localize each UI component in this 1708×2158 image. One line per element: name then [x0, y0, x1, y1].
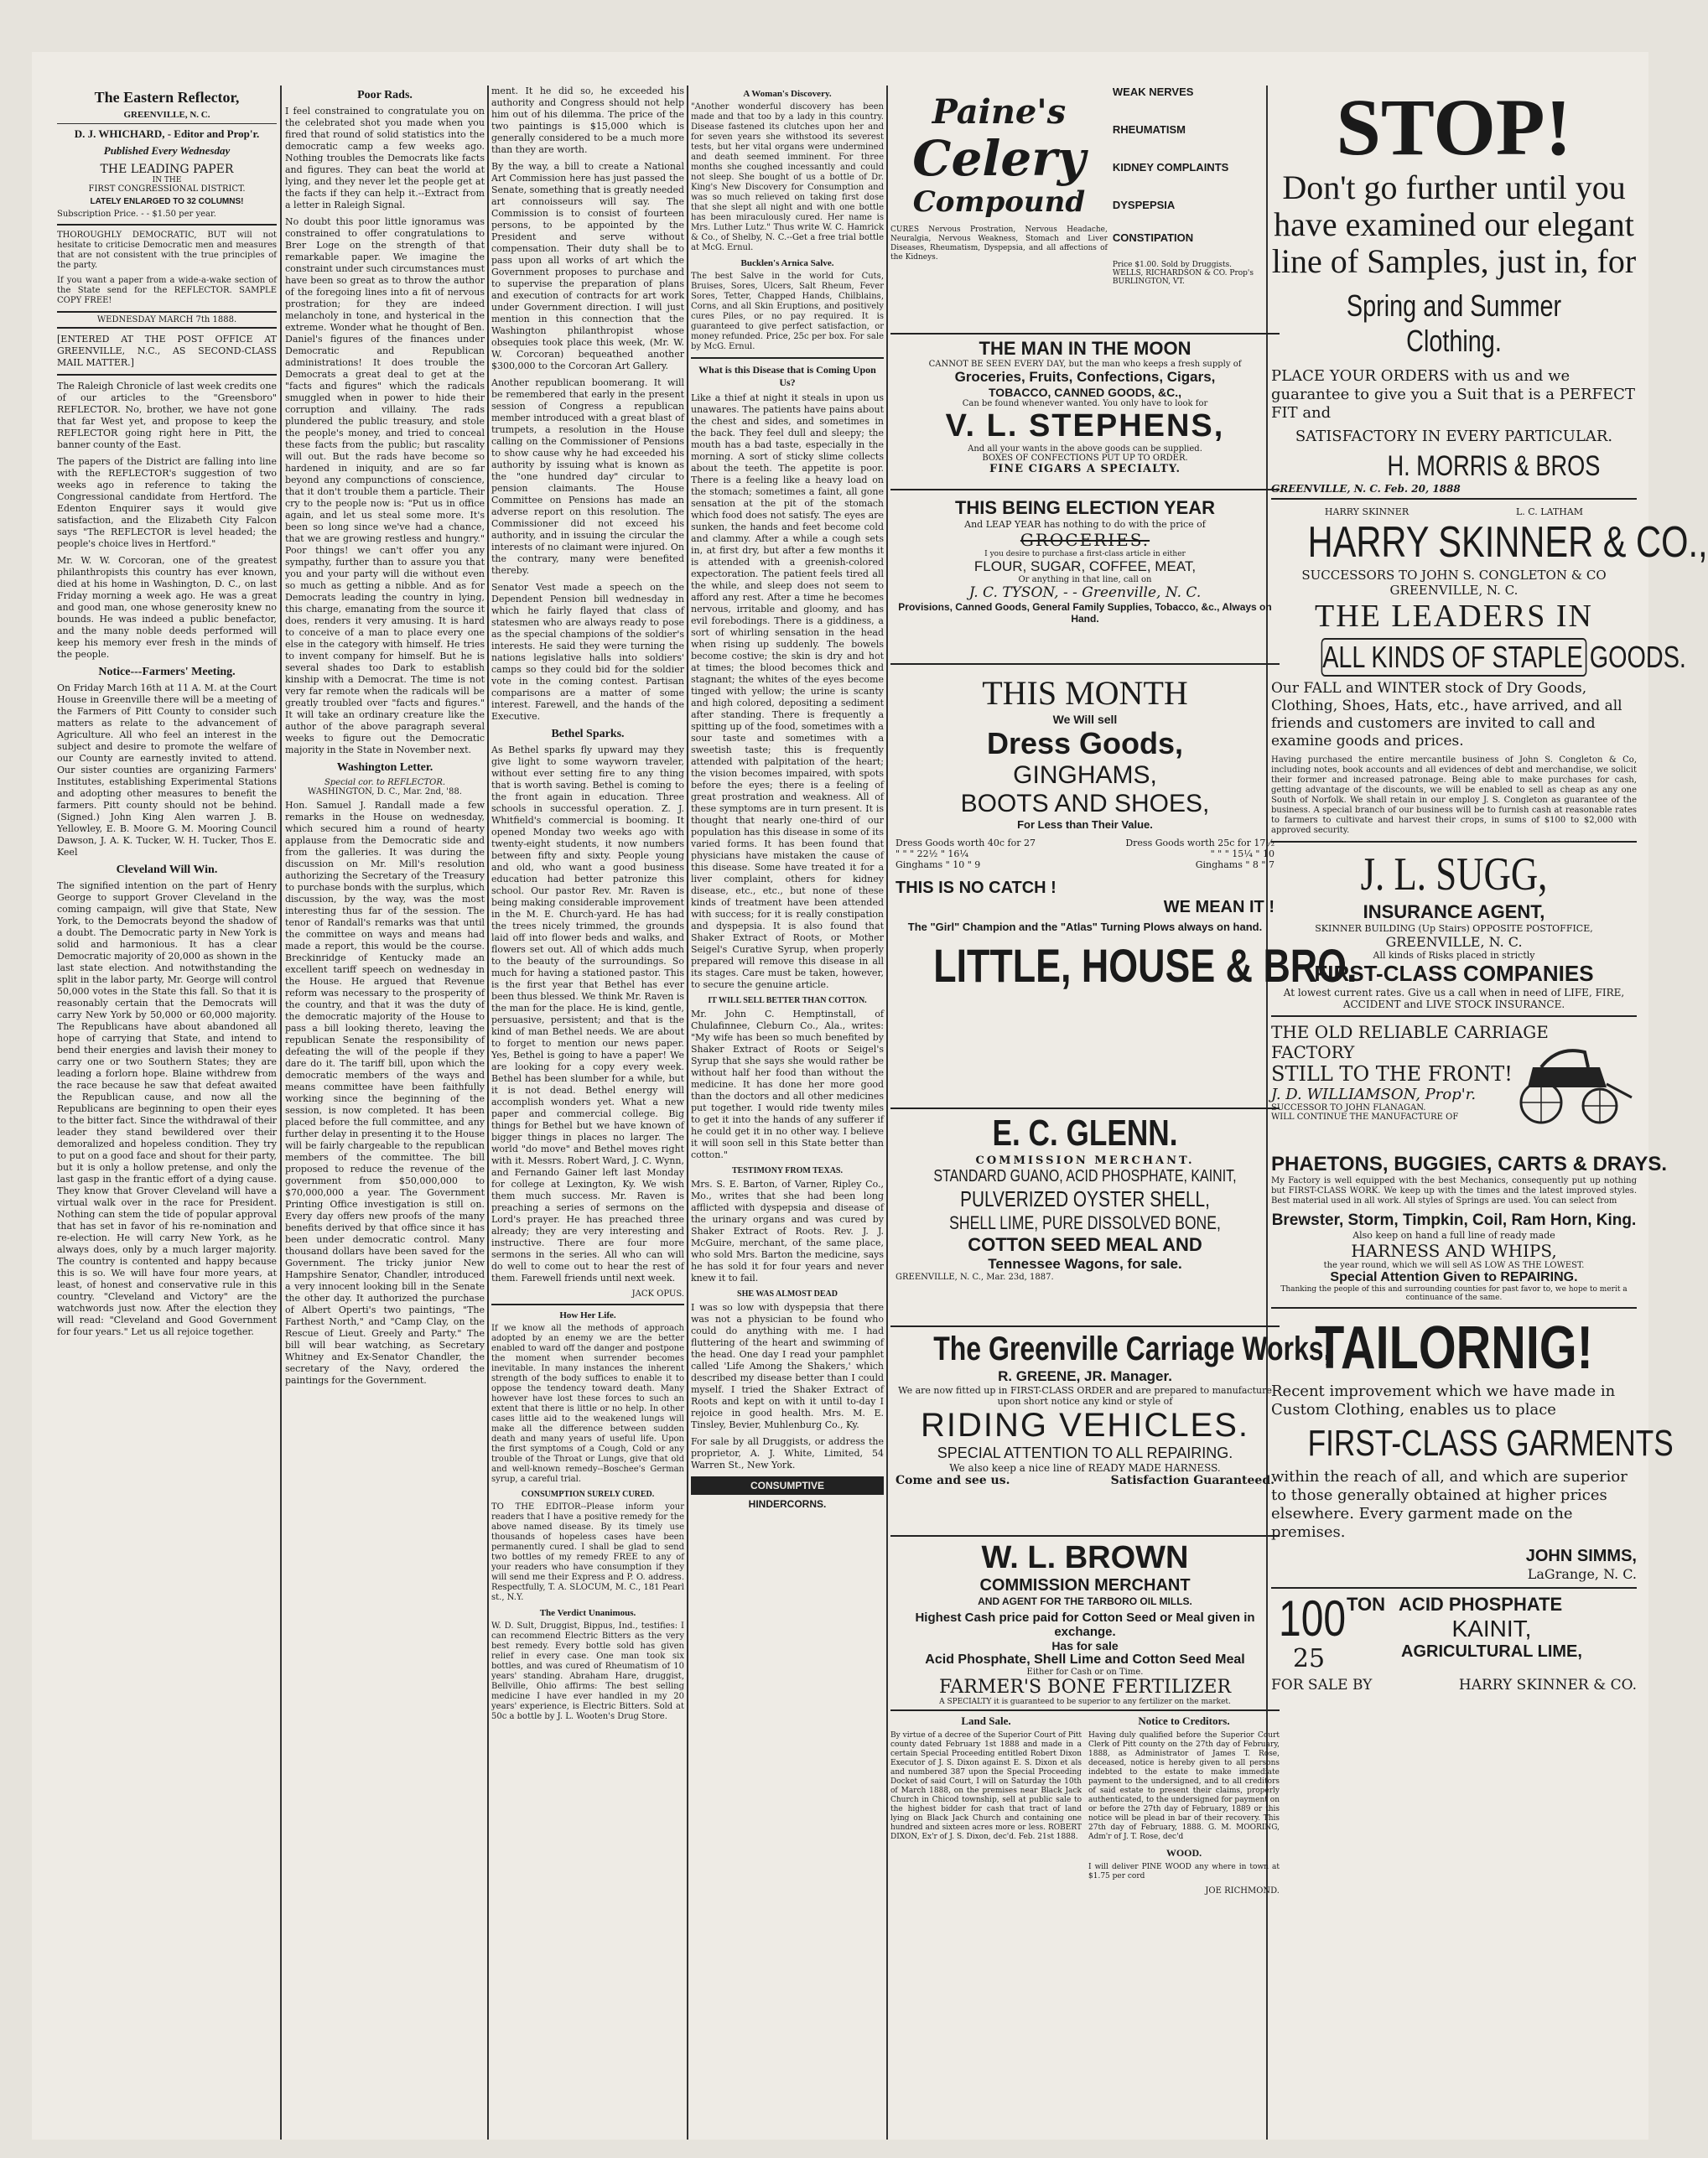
headline: Bucklen's Arnica Salve. — [740, 258, 834, 268]
newspaper-page — [32, 52, 1708, 2140]
ad-text: Or anything in that line, call on — [1018, 575, 1152, 584]
ad-text: KAINIT, — [1451, 1616, 1532, 1642]
headline: Poor Rads. — [357, 89, 413, 101]
ad-paines-celery — [890, 86, 1280, 335]
article-text: I will deliver PINE WOOD any where in town at $1.75 per cord — [1088, 1863, 1280, 1880]
article-text: Hon. Samuel J. Randall made a few remarks in the House on wednesday, which secured him a round of hearty applause from the Democratic side and from the galleries. It was during the discussion on Mr. Mill's resolution authorizing the Secretary of the Treasury to purchase bonds with the surplus, which discussion, by the way, was the most interesting thus far of the session. The tenor of Randall's remarks was that until the committee on ways and means had made a report, this would be the course. Breckinridge of Kentucky made an excellent tariff speech on wednesday in the House. He argued that Revenue reform was necessary to the prosperity of the country, and that it was the duty of the democratic majority of the House to pass a bill looking thereto, leaving the republican Senate the responsibility of defeating the will of the people if they dare do it. The tariff bill, upon which the democratic members of the ways and means committee have been faithfully working since the beginning of the session, is now completed. It has been placed before the full committee, and any further delay in presenting it to the House will be fairly chargeable to the republican members of the committee. The bill proposed to reduce the revenue of the government from $50,000,000 to $70,000,000 a year. The Government Printing Office investigation is still on. Every day offers new proofs of the many benefits derived by that office since it has been under democratic control. Many thousand dollars have been saved for the Government. The tricky junior New Hampshire Senator, Chandler, introduced a very innocent looking bill in the Senate the other day. It authorized the purchase of Albert Operti's two paintings, "The Farthest North," and "Camp Clay, on the Rescue of Lieut. Greely and Party." The bill will bear watching, as Secretary Whitney and Ex-Senator Chandler, the secretary of the Navy, ordered the paintings for the Government. — [285, 800, 485, 1386]
ad-heading: THE MAN IN THE MOON — [979, 338, 1191, 359]
ad-text: ACID PHOSPHATE — [1399, 1594, 1563, 1615]
article-text: TO THE EDITOR--Please inform your readers that I have a positive remedy for the above named disease. By its timely use thousands of hopeless cases have been permanently cured. I shall be glad to send two bottles of my remedy FREE to any of your readers who have consumption if they will send me their Express and P. O. address. Respectfully, T. A. SLOCUM, M. C., 181 Pearl st., N.Y. — [491, 1502, 684, 1602]
article-text: The signified intention on the part of Henry George to support Grover Cleveland in the coming campaign, will give that State, New York, to the Democrats beyond the shadow of a doubt. The Democratic party in New York is solid and harmonious. It has a clear Democratic majority of 20,000 as shown in the last state election. And notwithstanding the split in the labor party, Mr. George will control 50,000 votes in the State this fall. So that it is reasonably certain that the Democrats will carry New York by 50,000 or 60,000 majority. The Republicans have about abandoned all hope of carrying that State, and intend to bend their energies and lavish their money to carry one or two Southern States; they are leading a forlorn hope. Blaine withdrew from the race because he saw that defeat awaited the Republican cause, and now all the Republicans are beginning to open their eyes to the bitter fact. Since the withdrawal of their leader they stand bewildered over their demoralized and hopeless condition. They try to put on a good face and shout for their party, but it is only a hollow pretense, and only the last gasp in the frantic effort of a dying cause. They know that Grover Cleveland will have a virtual walk over in the race for President. Nothing can stem the tide of popular approval that has set in favor of his re-nomination and re-election. He will carry New York, as he always does, only by a much larger majority. The country is contented and happy because this is so. We will have four more years, at least, of honest and conservative rule in this country. "Cleveland and Victory" are the watchwords just now. After the election they will read: "Cleveland and Good Government for four years." Let us all rejoice together. — [57, 880, 278, 1337]
article-text: W. D. Sult, Druggist, Bippus, Ind., testifies: I can recommend Electric Bitters as the very best remedy. Every bottle sold has given relief in every case. One man took six bottles, and was cured of Rheumatism of 10 years' standing. Abraham Hare, druggist, Bellville, Ohio affirms: The best selling medicine I have ever handled in my 20 years' experience, is Electric Bitters. Sold at 50c a bottle by J. L. Wooten's Drug Store. — [491, 1621, 684, 1721]
ad-text: I you desire to purchase a first-class article in either — [984, 550, 1186, 558]
ad-text: AGRICULTURAL LIME, — [1401, 1642, 1582, 1661]
ad-text: A SPECIALTY it is guaranteed to be superior to any fertilizer on the market. — [939, 1698, 1231, 1706]
masthead-democratic: THOROUGHLY DEMOCRATIC, BUT will not hesitate to criticise Democratic men and measures that are not consistent with the true principles of the party. — [57, 231, 277, 270]
ad-text: GREENVILLE, N. C., Mar. 23d, 1887. — [896, 1273, 1054, 1282]
byline: Special cor. to REFLECTOR. — [324, 778, 446, 787]
ad-text: ALL KINDS OF STAPLE GOODS. — [1321, 638, 1587, 677]
ad-text: COTTON SEED MEAL AND — [968, 1234, 1202, 1255]
article-text: The papers of the District are falling into line with the REFLECTOR's suggestion of two weeks ago in reference to taking the Congressional candidate from Hertford. The Edenton Enquirer says it would give satisfaction, and the Elizabeth City Falcon says "The REFLECTOR is level headed; the people's choice lives in Hertford." — [57, 456, 277, 549]
ad-text: GREENVILLE, N. C. — [1389, 583, 1519, 598]
ad-text: Recent improvement which we have made in Custom Clothing, enables us to place — [1271, 1382, 1616, 1419]
headline: How Her Life. — [559, 1310, 616, 1320]
paines-logo-line2: Celery — [912, 130, 1086, 187]
ad-sugg-name: J. L. SUGG, — [1360, 848, 1548, 900]
ad-consumptive: CONSUMPTIVE — [691, 1476, 884, 1495]
ad-little-house — [890, 665, 1358, 1109]
article-text: Another republican boomerang. It will be remembered that early in the present session of Congress a republican member introduced with a great blast of trumpets, a resolution in the House calling on the Commissioner of Pensions to show cause why he had exceeded his authority by issuing what is known as the "one hundred day" circular to pension claimants. The House Committee on Pensions has made an adverse report on this resolution. The Commissioner did not exceed his authority, and in issuing the circular the interests of no claimant were injured. On the contrary, many were benefited thereby. — [491, 377, 684, 576]
column-rule — [280, 86, 282, 2140]
headline: Notice---Farmers' Meeting. — [98, 666, 236, 678]
price-left: Ginghams " 10 " 9 — [896, 859, 981, 870]
article-text: Like a thief at night it steals in upon us unawares. The patients have pains about the chest and sides, and sometimes in the back. They feel dull and sleepy; the mouth has a bad taste, especially in the morning. A sort of sticky slime collects about the teeth. The appetite is poor. There is a feeling like a heavy load on the stomach; sometimes a faint, all gone sensation at the pit of the stomach which food does not satisfy. The eyes are sunken, the hands and feet become cold and clammy. After a while a cough sets in, at first dry, but after a few months it is attended with a greenish-colored expectoration. The patient feels tired all the while, and sleep does not seem to afford any rest. After a time he becomes nervous, irritable and gloomy, and has evil forebodings. There is a giddiness, a sort of whirling sensation in the head when rising up suddenly. The bowels become costive; the skin is dry and hot at times; the blood becomes thick and stagnant; the whites of the eyes become tinged with yellow; the urine is scanty and high colored, depositing a sediment after standing. There is frequently a spitting up of the food, sometimes with a sour taste and sometimes with a sweetish taste; this is frequently attended with palpitation of the heart; the vision becomes impaired, with spots before the eyes; there is a feeling of great prostration and weakness. All of these symptoms are in turn present. It is thought that nearly one-third of our population has this disease in some of its varied forms. It has been found that physicians have mistaken the cause of this disease. Some have treated it for a liver complaint, others for kidney disease, etc., etc., but none of these kinds of treatment have been attended with success; for it is really constipation and dyspepsia. It is also found that Shaker Extract of Roots, or Mother Seigel's Curative Syrup, when properly prepared will remove this disease in all its stages. Care must be taken, however, to secure the genuine article. — [691, 392, 884, 990]
ad-text: HARRY SKINNER & CO. — [1458, 1677, 1637, 1694]
masthead-published: Published Every Wednesday — [103, 144, 231, 157]
ad-text: INSURANCE AGENT, — [1363, 901, 1545, 922]
article-text: The best Salve in the world for Cuts, Bruises, Sores, Ulcers, Salt Rheum, Fever Sores, Tetter, Chapped Hands, Chilblains, Corns, and all Skin Eruptions, and positively cures Piles, or no pay required. It is guaranteed to give perfect satisfaction, or money refunded. Price, 25c per box. For sale by McG. Ernul. — [691, 272, 884, 351]
ad-tailoring: TAILORNIG! — [1315, 1315, 1593, 1382]
price-row — [896, 838, 1275, 848]
ad-text: the year round, which we will sell AS LOW AS THE LOWEST. — [1323, 1261, 1585, 1270]
ad-tyson — [890, 490, 1280, 665]
masthead-price: Subscription Price. - - $1.50 per year. — [57, 210, 216, 219]
ad-text: WE MEAN IT ! — [1163, 898, 1275, 916]
headline: Land Sale. — [961, 1714, 1011, 1727]
entered-notice: [ENTERED AT THE POST OFFICE AT GREENVILLE, N.C., AS SECOND-CLASS MAIL MATTER.] — [57, 334, 277, 368]
ad-text: COMMISSION MERCHANT — [979, 1576, 1191, 1595]
article-text: By the way, a bill to create a National Art Commission here has just passed the Senate, something that is greatly needed art connoisseurs will say. The Commission is to consist of fourteen persons, to be appointed by the President and serve without compensation. Their duty shall be to pass upon all works of art which the Government proposes to purchase and to supervise the preparation of plans and execution of contracts for art work under Government direction. I will just mention in this connection that the Washington philanthropist whose obsequies took place this week, (Mr. W. W. Corcoran) bequeathed another $300,000 to the Corcoran Art Gallery. — [491, 161, 684, 371]
article-text: ment. It he did so, he exceeded his authority and Congress should not help him out of his dilemma. The price of the two paintings is $15,000 which is generally considered to be a much more than they are worth. — [491, 86, 684, 155]
headline: WOOD. — [1165, 1847, 1202, 1859]
ad-text: Having purchased the entire mercantile business of John S. Congleton & Co, including notes, book accounts and all evidences of debt and merchandise, we solicit their former and increased patronage. Being able to make purchases for cash, getting advantage of the discounts, we will be enabled to sell as cheap as any one South of Norfolk. We shall retain in our employ J. S. Congleton as guarantee of the business. A special branch of our business will be to furnish cash at reasonable rates to farmers to cultivate and harvest their crops, in sums of $100 to $2,000 with approved security. — [1271, 755, 1637, 843]
ad-heading: CONSTIPATION — [1112, 231, 1194, 244]
article-text: Having duly qualified before the Superior Court Clerk of Pitt county on the 27th day of February, 1888, as Administrator of James T. Rose, deceased, notice is hereby given to all persons indebted to the estate to make immediate payment to the undersigned, and to all creditors of said estate to present their claims, properly authenticated, to the undersigned for payment on or before the 27th day of February, 1889 or this notice will be plead in bar of their recovery. This 27th day of February, 1888. G. M. MOORING, Adm'r of J. T. Rose, dec'd — [1088, 1731, 1280, 1841]
headline: TESTIMONY FROM TEXAS. — [732, 1166, 843, 1175]
masthead-leading: THE LEADING PAPER — [100, 163, 234, 176]
ad-text: Come and see us. — [896, 1474, 1010, 1487]
ad-text: PULVERIZED OYSTER SHELL, — [960, 1186, 1210, 1211]
paines-maker: WELLS, RICHARDSON & CO. Prop's BURLINGTON, VT. — [1112, 269, 1254, 286]
ad-text: Can be found whenever wanted. You only have to look for — [962, 399, 1208, 408]
article-text: If we know all the methods of approach adopted by an enemy we are the better enabled to ward off the danger and postpone the moment when surrender becomes inevitable. In many instances the inherent strength of the body suffices to enable it to oppose the tendency toward death. Many however have lost these forces to such an extent that there is little or no help. In other cases little aid to the weakened lungs will make all the difference between sudden death and many years of useful life. Upon the first symptoms of a Cough, Cold or any trouble of the Throat or Lungs, give that old and well-known remedy--Boschee's German syrup, a careful trial. — [491, 1324, 684, 1484]
headline: Bethel Sparks. — [551, 728, 625, 740]
ad-text: Brewster, Storm, Timpkin, Coil, Ram Horn, King. — [1271, 1211, 1637, 1229]
headline: Cleveland Will Win. — [116, 864, 218, 876]
ad-morris-name: H. MORRIS & BROS — [1387, 450, 1601, 482]
ad-text: TOBACCO, CANNED GOODS, &C., — [989, 386, 1181, 399]
ad-heading: DYSPEPSIA — [1112, 199, 1176, 211]
ad-acid-phosphate — [1271, 1590, 1637, 1673]
divider — [491, 1304, 684, 1305]
price-right: Dress Goods worth 25c for 17½ — [1125, 838, 1275, 848]
paines-logo-line1: Paine's — [932, 92, 1067, 132]
ad-text: We are now fitted up in FIRST-CLASS ORDER and are prepared to manufacture upon short notice any kind or style of — [898, 1385, 1272, 1407]
article-text: By virtue of a decree of the Superior Court of Pitt county dated February 1st 1888 and made in a certain Special Proceeding entitled Robert Dixon Executor of J. S. Dixon against E. S. Dixon et als and numbered 387 upon the Special Proceeding Docket of said Court, I will on Saturday the 10th of March 1888, on the premises near Black Jack Church in Chicod township, sell at public sale to the highest bidder for cash that tract of land lying on Black Jack Church and containing one hundred and sixteen acres more or less. ROBERT DIXON, Ex'r of J. S. Dixon, dec'd. Feb. 21st 1888. — [890, 1731, 1082, 1841]
ad-text: GROCERIES. — [1020, 530, 1150, 550]
ad-stephens-name: V. L. STEPHENS, — [945, 408, 1225, 444]
ad-text: RIDING VEHICLES. — [920, 1407, 1250, 1444]
headline: Notice to Creditors. — [1138, 1714, 1230, 1727]
ad-text: Our FALL and WINTER stock of Dry Goods, Clothing, Shoes, Hats, etc., have arrived, and all friends and customers are invited to call and examine goods and prices. — [1271, 680, 1622, 750]
headline: Washington Letter. — [336, 761, 433, 774]
price-row — [896, 859, 1275, 870]
ad-text: SHELL LIME, PURE DISSOLVED BONE, — [949, 1212, 1221, 1233]
ad-text: L. C. LATHAM — [1515, 506, 1584, 517]
ad-heading: THIS BEING ELECTION YEAR — [954, 497, 1216, 518]
ad-text: within the reach of all, and which are superior to those generally obtained at higher prices elsewhere. Every garment made on the premises. — [1271, 1468, 1628, 1541]
ad-text: Acid Phosphate, Shell Lime and Cotton Seed Meal — [925, 1652, 1245, 1667]
ad-text: AND AGENT FOR THE TARBORO OIL MILLS. — [978, 1595, 1192, 1607]
signature: JOE RICHMOND. — [1205, 1886, 1280, 1896]
ad-text: My Factory is well equipped with the best Mechanics, consequently put up nothing but FIRST-CLASS WORK. We keep up with the times and the latest improved styles. Best material used in all work. All styles of Springs are used. You can select from — [1271, 1176, 1637, 1206]
ad-text: CANNOT BE SEEN EVERY DAY, but the man who keeps a fresh supply of — [928, 360, 1242, 369]
ad-text: FARMER'S BONE FERTILIZER — [938, 1677, 1232, 1698]
article-text: Mr. W. W. Corcoran, one of the greatest philanthropists this country has ever known, died at his home in Washington, D. C., on last Friday morning a week ago. He was a great and good man, one whose generosity knew no bounds. He was indeed a public benefactor, and the many noble deeds performed will keep his memory ever fresh in the minds of the people. — [57, 555, 277, 660]
article-text: I feel constrained to congratulate you on the celebrated shot you made when you fired that round of solid statistics into the democratic camp a few weeks ago. Nothing troubles the Democrats like facts and figures. They can beat the world at lying, and they never let the people get at the facts if they can help it.--Extract from a letter in Raleigh Signal. — [285, 106, 485, 210]
ad-text: And all your wants in the above goods can be supplied. — [968, 444, 1202, 454]
ad-text: LaGrange, N. C. — [1271, 1566, 1637, 1589]
article-text: As Bethel sparks fly upward may they give light to some wayworn traveler, without ever setting fire to any thing that is worth saving. Bethel is coming to the front again in education. Three schools in successful operation. Z. J. Whitfield's commercial is booming. It opened Monday two weeks ago with twenty-eight students, it now numbers between fifty and sixty. People young and old, who want a good business education had better patronize this school. Our pastor Rev. Mr. Raven is being making considerable improvement in the M. E. Church-yard. He has had the trees nicely trimmed, the grounds laid off into flower beds and walks, and flowers set out. All of which adds much to the beauty of the surroundings. So much for having a stationed pastor. This is the first year that Bethel has ever been thus blessed. We think Mr. Raven is the man for the place. He is kind, gentle, persuasive, persistent; and that is the kind of man Bethel needs. We are about to forget to mention our news paper. Yes, Bethel is going to have a paper! We are looking for a copy every week. Bethel has been slumber for a while, but it is not dead. Bethel energy will accomplish wonders yet. What a new paper and commercial college. Big things for Bethel but we have known of bigger things in places no larger. The world "do move" and Bethel moves right with it. Messrs. Robert Ward, J. C. Wynn, and Fernando Gainer left last Monday for college at Lexington, Ky. We wish them much success. Mr. Raven is preaching a series of sermons on the Lord's prayer. He has preached three already; they are very interesting and instructive. There are four more sermons in the series. All who can will do well to come out to hear the rest of them. Farewell friends until next week. — [491, 744, 684, 1284]
column-rule — [487, 86, 489, 2140]
ad-simms-name: JOHN SIMMS, — [1525, 1547, 1637, 1565]
headline: SHE WAS ALMOST DEAD — [737, 1289, 838, 1299]
ad-text: SUCCESSOR TO JOHN FLANAGAN. — [1271, 1103, 1426, 1113]
ad-text: SKINNER BUILDING (Up Stairs) OPPOSITE POSTOFFICE, — [1315, 923, 1593, 934]
signature: JACK OPUS. — [631, 1289, 684, 1299]
price-row — [896, 848, 1275, 859]
ad-text: And LEAP YEAR has nothing to do with the price of — [964, 519, 1206, 530]
ad-little-house-name: LITTLE, HOUSE & BRO. — [933, 939, 1358, 992]
ad-text: Groceries, Fruits, Confections, Cigars, — [954, 369, 1216, 385]
ad-text: 100 — [1279, 1590, 1347, 1647]
article-text: No doubt this poor little ignoramus was constrained to offer congratulations to Brer Loge on the strength of that remarkable paper. We imagine the constraint under such circumstances must have been so great as to throw the author of the foregoing lines into a fit of nervous prostration; for they are indeed melancholy in tone, and hysterical in the extreme. Wonder what he thought of Ben. Daniel's figures of the finances under Democratic and Republican administrations! It does trouble the Democrats a great deal to get at the "facts and figures" which the radicals smuggled when in power to hide their corruption and villainy. The rads plundered the public treasury, and stole the people's money, and tried to conceal these facts from the public; but rascality will out. But the rads have become so hardened in iniquity, and are so far beyond any compunctions of conscience, that it don't trouble them a particle. Their cry to the people now is: "Put us in office again, and let us steal some more. It's been so long since we've had a chance, that we are growing restless and hungry." Poor things! we can't offer you any sympathy, further than to assure you that you and your party will die without even so much as getting a nibble. And as for Democrats leading the country in lying, this charge, emanating from the source it does, renders it very amusing. It is hard to conceive of a man to place every one else in the category with himself. He tries to invent company for himself. But he is several shades too Dark to establish kinship with a Democrat. The time is not very far remote when the radicals will be greatly troubled over "facts and figures." It will take an ordinary creature like the author of the above paragraph several weeks to figure out the Democratic majority in the State in November next. — [285, 216, 485, 755]
ad-heading: The Greenville Carriage Works, — [933, 1331, 1332, 1367]
headline: What is this Disease that is Coming Upon Us? — [698, 364, 876, 388]
divider — [57, 374, 277, 376]
ad-text: BOXES OF CONFECTIONS PUT UP TO ORDER. — [982, 454, 1188, 463]
ad-text: Thanking the people of this and surrounding counties for past favor to, we hope to merit a continuance of the same. — [1271, 1285, 1637, 1309]
ad-text: FINE CIGARS A SPECIALTY. — [989, 463, 1181, 475]
masthead-leading-in: IN THE — [152, 176, 182, 184]
ad-text: J. D. WILLIAMSON, Prop'r. — [1271, 1086, 1477, 1103]
ad-heading: WEAK NERVES — [1112, 86, 1194, 98]
ad-text: We also keep a nice line of READY MADE HARNESS. — [949, 1462, 1221, 1474]
ad-heading: THIS MONTH — [982, 674, 1188, 712]
ad-text: SATISFACTORY IN EVERY PARTICULAR. — [1295, 428, 1613, 445]
legal-notices — [890, 1711, 1280, 1896]
headline: CONSUMPTION SURELY CURED. — [521, 1490, 655, 1499]
article-text: "Another wonderful discovery has been made and that too by a lady in this country. Disease fastened its clutches upon her and for seven years she withstood its severest tests, but her vital organs were undermined and death seemed imminent. For three months she coughed incessantly and could not sleep. She bought of us a bottle of Dr. King's New Discovery for Consumption and was so much relieved on taking first dose that she slept all night and with one bottle has been miraculously cured. Her name is Mrs. Luther Lutz." Thus write W. C. Hamrick & Co., of Shelby, N. C.--Get a free trial bottle at McG. Ernul. — [691, 102, 884, 252]
column-3 — [491, 86, 684, 2131]
ad-text: Has for sale — [1051, 1639, 1119, 1652]
ad-text: PHAETONS, BUGGIES, CARTS & DRAYS. — [1271, 1153, 1668, 1175]
ad-text: Tennessee Wagons, for sale. — [988, 1256, 1182, 1272]
ad-text: Highest Cash price paid for Cotton Seed or Meal given in exchange. — [915, 1611, 1255, 1639]
ad-text: At lowest current rates. Give us a call when in need of LIFE, FIRE, ACCIDENT and LIVE STOCK INSURANCE. — [1271, 987, 1637, 1017]
column-rule — [886, 86, 888, 2140]
ad-text: Satisfaction Guaranteed. — [1110, 1474, 1275, 1487]
masthead-place: GREENVILLE, N. C. — [123, 110, 210, 120]
ad-text: R. GREENE, JR. Manager. — [998, 1368, 1172, 1384]
ad-stop: STOP! — [1336, 82, 1572, 172]
column-1 — [57, 86, 277, 2131]
ad-text: Special Attention Given to REPAIRING. — [1330, 1270, 1578, 1284]
ad-text: Spring and Summer Clothing. — [1346, 288, 1562, 358]
masthead-district: FIRST CONGRESSIONAL DISTRICT. — [88, 184, 246, 194]
ad-text: HARRY SKINNER — [1324, 506, 1409, 517]
ad-text: Provisions, Canned Goods, General Family Supplies, Tobacco, &c., Always on Hand. — [898, 601, 1272, 625]
carriage-illustration — [1508, 1034, 1633, 1126]
price-right: " " " 15¼ " 10 — [1210, 848, 1275, 859]
ad-brown-name: W. L. BROWN — [981, 1540, 1189, 1575]
article-text: The Raleigh Chronicle of last week credits one of our articles to the "Greensboro" REFLECTOR. No, brother, we have not gone that far West yet, and propose to keep the REFLECTOR going right here in Pitt, the banner county of the East. — [57, 381, 277, 450]
ad-text: WILL CONTINUE THE MANUFACTURE OF — [1271, 1113, 1459, 1122]
ad-text: THE OLD RELIABLE CARRIAGE FACTORY — [1271, 1022, 1549, 1062]
ad-text: GREENVILLE, N. C. — [1385, 934, 1523, 950]
ad-hindercorns: HINDERCORNS. — [748, 1498, 827, 1510]
ad-text: The "Girl" Champion and the "Atlas" Turning Plows always on hand. — [907, 921, 1263, 933]
ad-stephens — [890, 335, 1280, 490]
article-text: I was so low with dyspepsia that there was not a physician to be found who could do anything with me. I had fluttering of the heart and swimming of the head. One day I read your pamphlet called 'Life Among the Shakers,' which described my disease better than I could myself. I tried the Shaker Extract of Roots and kept on with it until to-day I rejoice in good health. Mrs. M. E. Tinsley, Bevier, Muhlenburg Co., Ky. — [691, 1302, 884, 1430]
paines-price: Price $1.00. Sold by Druggists. — [1112, 261, 1233, 269]
ad-glenn-name: E. C. GLENN. — [992, 1113, 1178, 1154]
ad-text: All kinds of Risks placed in strictly — [1373, 950, 1535, 961]
ad-text: Dress Goods, — [986, 726, 1184, 760]
article-text: Mrs. S. E. Barton, of Varner, Ripley Co., Mo., writes that she had been long afflicted with dyspepsia and disease of the urinary organs and was cured by Shaker Extract of Roots. Rev. J. J. McGuire, merchant, of the same place, who sold Mrs. Barton the medicine, says he has sold it for four years and never knew it to fail. — [691, 1179, 884, 1284]
ad-text: For Less than Their Value. — [1017, 818, 1153, 831]
ad-text: SUCCESSORS TO JOHN S. CONGLETON & CO — [1301, 568, 1607, 583]
headline: A Woman's Discovery. — [743, 89, 832, 99]
ad-text: STANDARD GUANO, ACID PHOSPHATE, KAINIT, — [933, 1167, 1237, 1185]
ad-text: Don't go further until you have examined our elegant line of Samples, just in, for — [1271, 169, 1637, 280]
price-table — [896, 838, 1275, 870]
column-6-ads — [1271, 82, 1708, 2131]
ad-text: FIRST-CLASS COMPANIES — [1314, 961, 1594, 986]
price-left: " " " 22½ " 16¼ — [896, 848, 969, 859]
ad-text: Either for Cash or on Time. — [1026, 1668, 1144, 1677]
paines-cures: CURES Nervous Prostration, Nervous Headache, Neuralgia, Nervous Weakness, Stomach and Liver Diseases, Rheumatism, Dyspepsia, and all affections of the Kidneys. — [890, 226, 1108, 262]
ad-text: SPECIAL ATTENTION TO ALL REPAIRING. — [937, 1445, 1233, 1461]
price-right: Ginghams " 8 " 7 — [1195, 859, 1275, 870]
paines-logo-line3: Compound — [912, 185, 1086, 219]
ad-tyson-name: J. C. TYSON, - - Greenville, N. C. — [968, 584, 1202, 601]
ad-text: THE LEADERS IN — [1315, 599, 1593, 634]
ad-glenn — [890, 1109, 1280, 1327]
headline: IT WILL SELL BETTER THAN COTTON. — [708, 996, 867, 1005]
ad-text: STILL TO THE FRONT! — [1271, 1062, 1513, 1086]
ad-text: THIS IS NO CATCH ! — [896, 879, 1056, 897]
ad-heading: RHEUMATISM — [1112, 123, 1186, 136]
ad-greenville-carriage — [890, 1327, 1332, 1537]
ad-text: TON — [1347, 1594, 1386, 1615]
ad-text: FLOUR, SUGAR, COFFEE, MEAT, — [973, 558, 1197, 574]
ad-text: HARNESS AND WHIPS, — [1351, 1241, 1557, 1261]
column-rule — [687, 86, 688, 2140]
masthead-wideawake: If you want a paper from a wide-a-wake section of the State send for the REFLECTOR. SAMPLE COPY FREE! — [57, 276, 277, 305]
masthead-title: The Eastern Reflector, — [94, 89, 240, 106]
ad-text: 25 — [1292, 1644, 1326, 1673]
article-text: On Friday March 16th at 11 A. M. at the Court House in Greenville there will be a meeting of the Farmers of Pitt County to consider such matters as relate to the advancement of Agriculture. All who feel an interest in the subject and desire to promote the welfare of our County are earnestly invited to attend. Our sister counties are organizing Farmers' Institutes, establishing Experimental Stations and adopting other measures to benefit the farmers. Pitt county should not be behind. (Signed.) John King Alen warren J. B. Yellowley, E. B. Moore G. M. Mooring Council Dawson, J. A. K. Tucker, W. H. Tucker, Thos E. Keel — [57, 682, 277, 858]
ad-text: Also keep on hand a full line of ready made — [1352, 1230, 1555, 1241]
column-4 — [691, 86, 884, 2131]
article-text: For sale by all Druggists, or address the proprietor, A. J. White, Limited, 54 Warren St., New York. — [691, 1436, 884, 1471]
ad-text: FIRST-CLASS GARMENTS — [1307, 1423, 1674, 1464]
ad-text: GINGHAMS, — [1013, 761, 1157, 789]
dateline: WASHINGTON, D. C., Mar. 2nd, '88. — [308, 787, 462, 796]
article-text: Mr. John C. Hemptinstall, of Chulafinnee, Cleburn Co., Ala., writes: "My wife has been so much benefited by Shaker Extract of Roots or Seigel's Syrup that she says she would rather be without half her food than without the medicine. It has done her more good than the doctors and all other medicines put together. I would ride twenty miles to get it into the hands of any sufferer if he could get it in no other way. I believe it will soon sell in this State better than cotton." — [691, 1009, 884, 1160]
ad-brown — [890, 1537, 1280, 1711]
article-text: Senator Vest made a speech on the Dependent Pension bill wednesday in which he fairly flayed that class of statesmen who are always ready to pose as the special champions of the soldier's interests. He said they were turning the nations legislative halls into soldiers' camps so they could bid for the soldier vote in the coming contest. Partisan comparisons are a matter of some interest. Farewell, and the hands of the Executive. — [491, 582, 684, 722]
divider — [57, 224, 277, 226]
ad-text: BOOTS AND SHOES, — [960, 790, 1210, 817]
issue-date: WEDNESDAY MARCH 7th 1888. — [57, 311, 277, 329]
column-2 — [285, 86, 485, 2131]
ad-text: We Will sell — [1052, 713, 1118, 726]
ad-heading: KIDNEY COMPLAINTS — [1112, 161, 1229, 174]
price-left: Dress Goods worth 40c for 27 — [896, 838, 1036, 848]
ad-text: PLACE YOUR ORDERS with us and we guarantee to give you a Suit that is a PERFECT FIT and — [1271, 367, 1635, 422]
masthead-enlarged: LATELY ENLARGED TO 32 COLUMNS! — [90, 197, 244, 206]
ad-text: GREENVILLE, N. C. Feb. 20, 1888 — [1271, 483, 1637, 500]
divider — [691, 357, 884, 359]
ad-skinner-name: HARRY SKINNER & CO., — [1307, 518, 1708, 567]
headline: The Verdict Unanimous. — [539, 1608, 636, 1618]
masthead-editor: D. J. WHICHARD, - Editor and Prop'r. — [57, 123, 277, 141]
ad-text: FOR SALE BY — [1271, 1677, 1373, 1694]
ad-text: COMMISSION MERCHANT. — [975, 1154, 1195, 1167]
